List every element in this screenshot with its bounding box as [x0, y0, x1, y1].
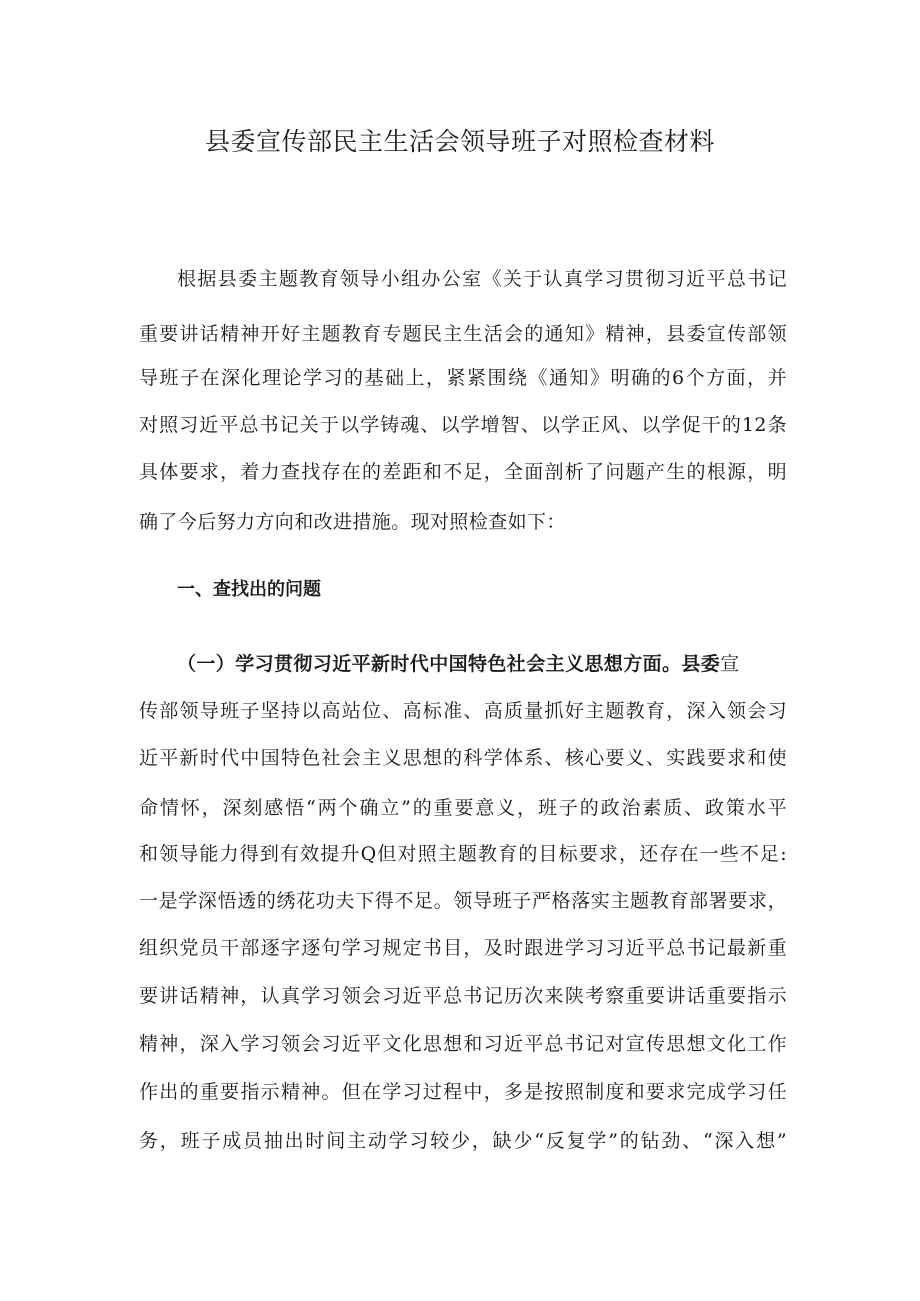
intro-line-1: 根据县委主题教育领导小组办公室《关于认真学习贯彻习近平总书记 [177, 268, 787, 290]
intro-line-3: 导班子在深化理论学习的基础上，紧紧围绕《通知》明确的6个方面，并 [139, 367, 787, 389]
section-heading: 一、查找出的问题 [177, 579, 321, 600]
body-line-4: 和领导能力得到有效提升Q但对照主题教育的目标要求，还存在一些不足: [139, 843, 787, 865]
body-line-7: 要讲话精神，认真学习领会习近平总书记历次来陕考察重要讲话重要指示 [139, 985, 787, 1007]
document-title: 县委宣传部民主生活会领导班子对照检查材料 [204, 127, 715, 156]
body-line-9: 作出的重要指示精神。但在学习过程中，多是按照制度和要求完成学习任 [139, 1081, 787, 1103]
intro-line-4: 对照习近平总书记关于以学铸魂、以学增智、以学正风、以学促干的12条 [139, 414, 787, 436]
body-line-10: 务，班子成员抽出时间主动学习较少，缺少“反复学”的钻劲、“深入想” [139, 1130, 787, 1152]
body-line-5: 一是学深悟透的绣花功夫下得不足。领导班子严格落实主题教育部署要求， [139, 890, 787, 912]
subsection-1-first-tail: 宣 [720, 653, 740, 675]
body-line-1: 传部领导班子坚持以高站位、高标准、高质量抓好主题教育，深入领会习 [139, 700, 787, 722]
body-line-2: 近平新时代中国特色社会主义思想的科学体系、核心要义、实践要求和使 [139, 747, 787, 769]
intro-line-6: 确了今后努力方向和改进措施。现对照检查如下： [139, 511, 566, 533]
subsection-1-first-line [177, 650, 740, 678]
body-line-6: 组织党员干部逐字逐句学习规定书目，及时跟进学习习近平总书记最新重 [139, 937, 787, 959]
subsection-1-heading: （一）学习贯彻习近平新时代中国特色社会主义思想方面。县委 [177, 653, 721, 675]
intro-line-2: 重要讲话精神开好主题教育专题民主生活会的通知》精神，县委宣传部领 [139, 323, 787, 345]
body-line-8: 精神，深入学习领会习近平文化思想和习近平总书记对宣传思想文化工作 [139, 1033, 787, 1055]
body-line-3: 命情怀，深刻感悟“两个确立”的重要意义，班子的政治素质、政策水平 [139, 797, 787, 819]
intro-line-5: 具体要求，着力查找存在的差距和不足，全面剖析了问题产生的根源，明 [139, 461, 787, 483]
